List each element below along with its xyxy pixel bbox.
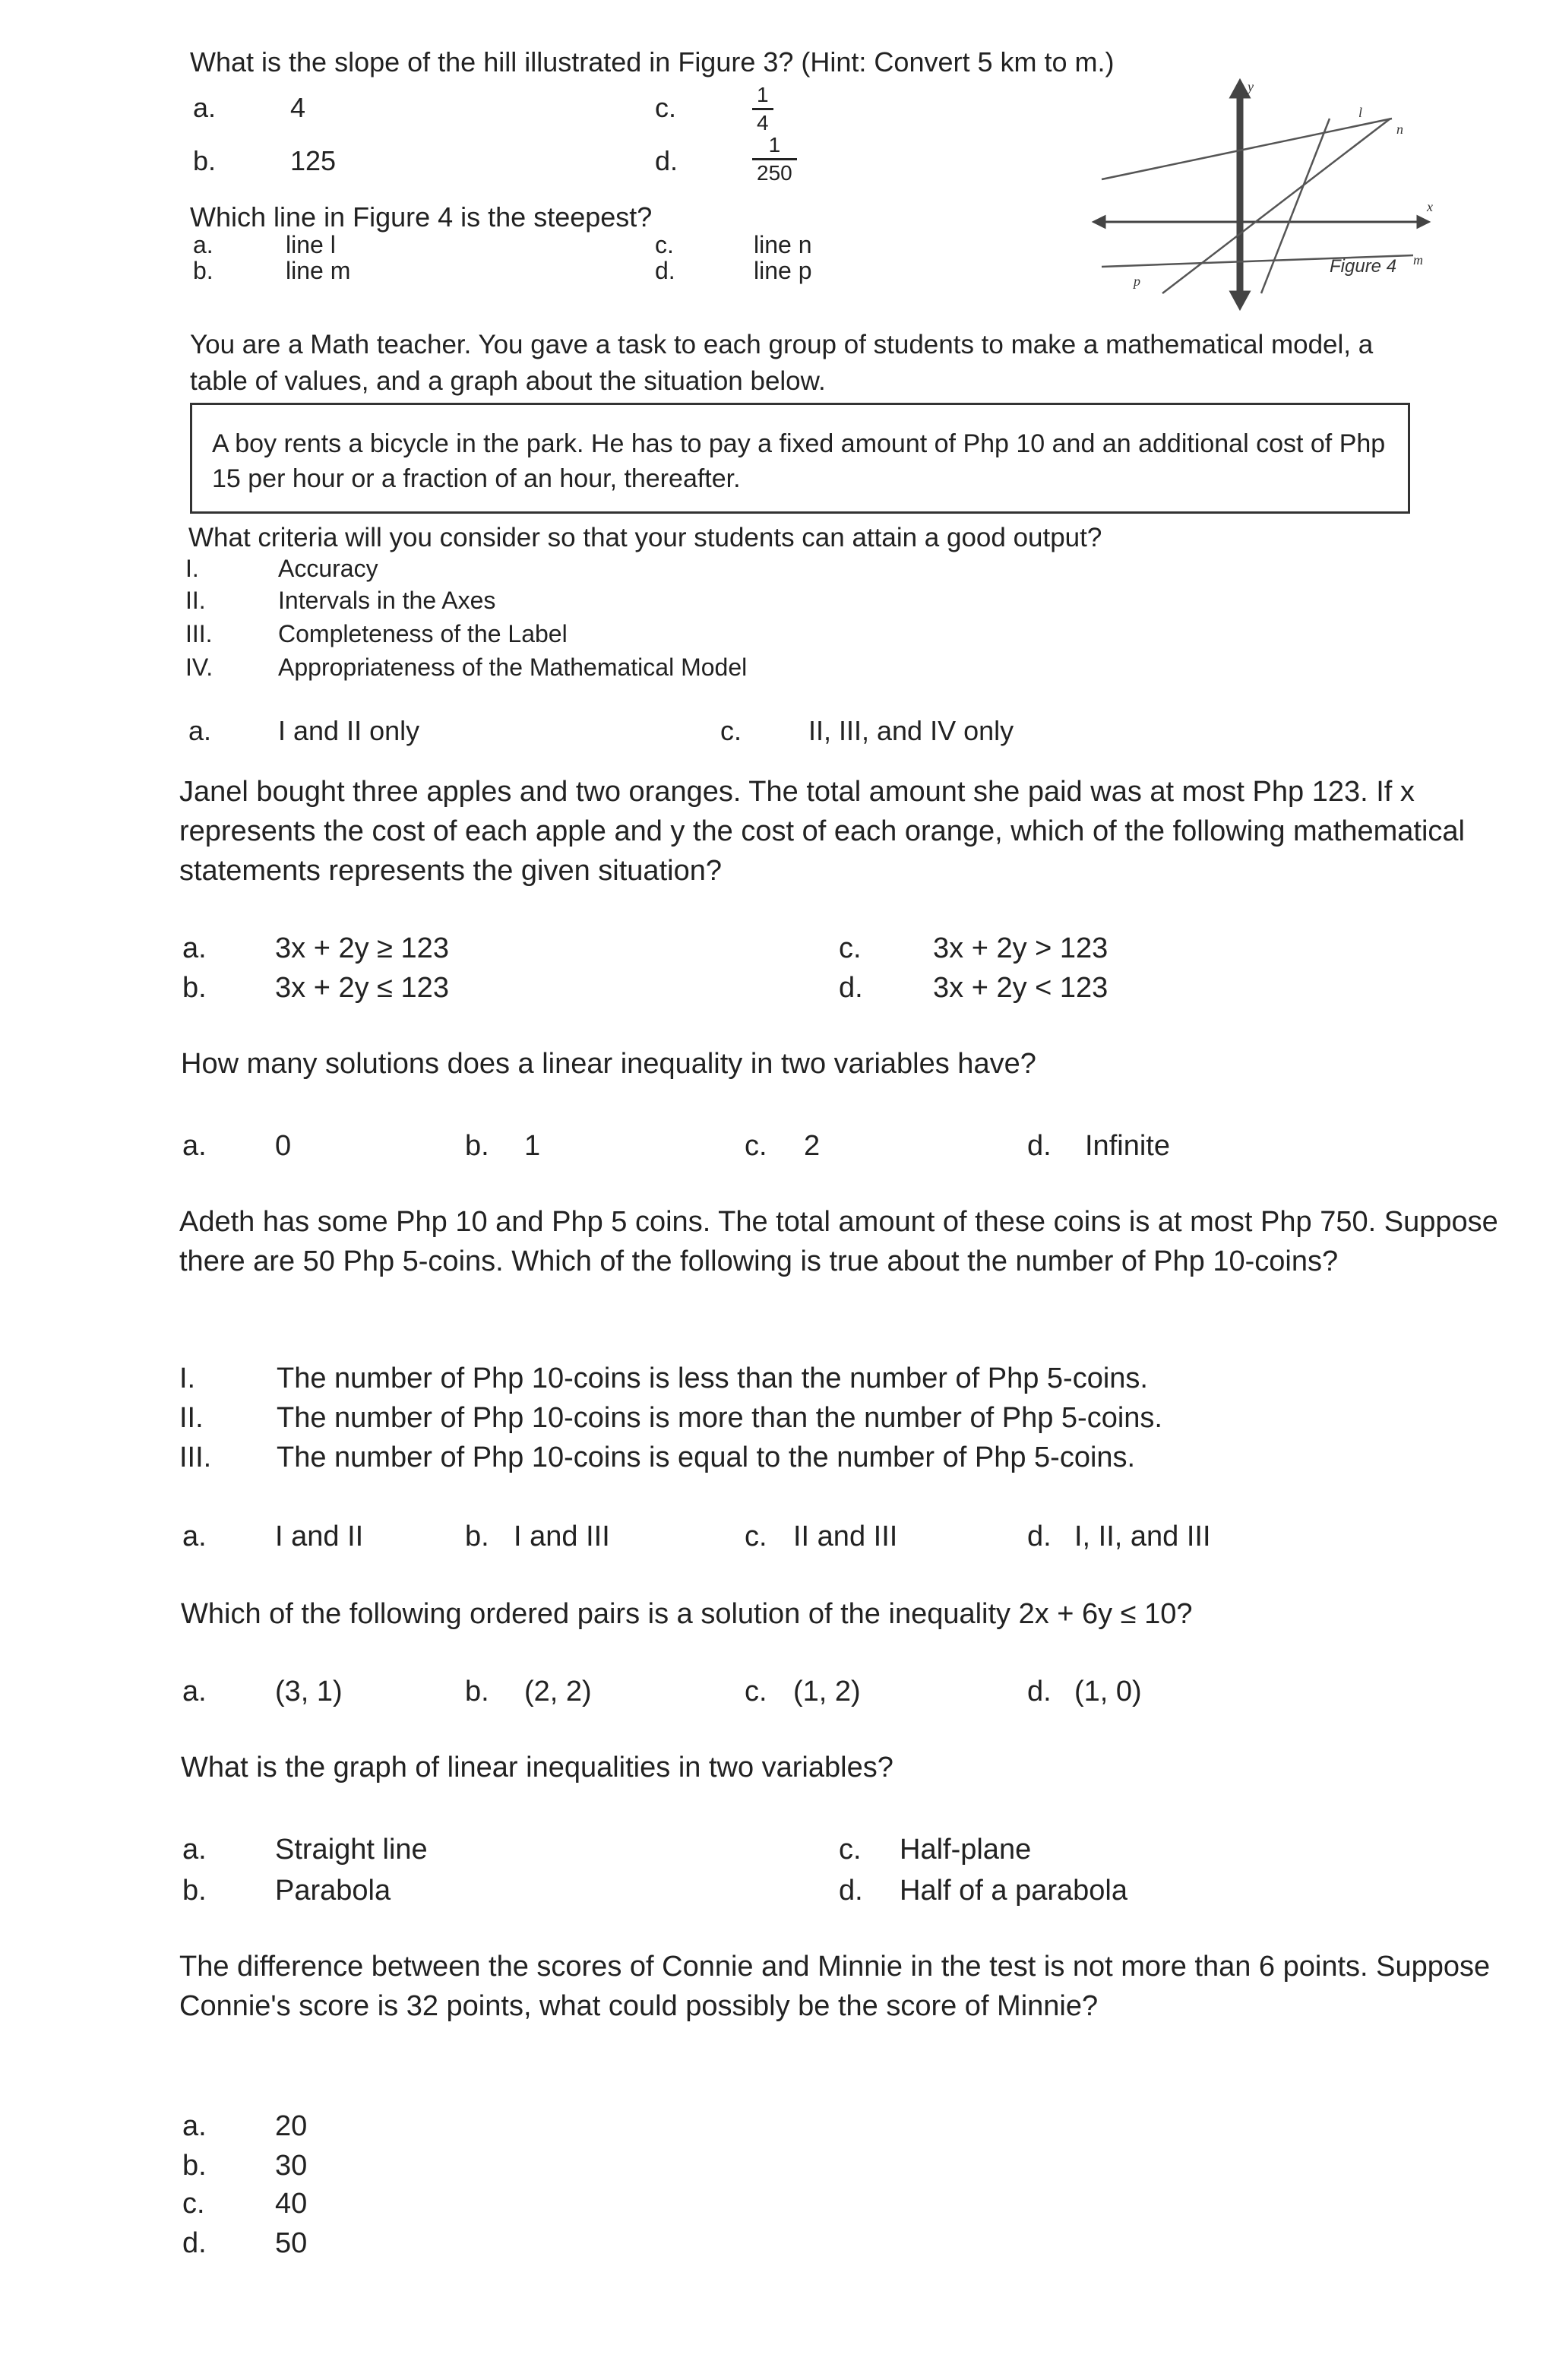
fraction-numerator: 1 <box>757 83 769 106</box>
choice-text: 0 <box>275 1130 292 1162</box>
choice-letter: a. <box>182 1676 207 1707</box>
teacher-intro: You are a Math teacher. You gave a task to each group of students to make a mathematical model, a table of values, and a graph about the situation below. <box>190 330 1374 396</box>
choice-letter: b. <box>193 145 217 176</box>
choice-text: 125 <box>290 145 337 176</box>
criteria-num: I. <box>185 555 199 582</box>
choice-letter: a. <box>182 2110 207 2142</box>
choice-text: 30 <box>275 2150 308 2182</box>
criteria-num: II. <box>185 587 206 614</box>
choice-letter: a. <box>193 231 213 258</box>
choice-letter: a. <box>188 715 212 746</box>
choice-text: II, III, and IV only <box>808 715 1014 746</box>
choice-letter: c. <box>745 1521 767 1552</box>
y-axis-arrow-down <box>1231 292 1249 309</box>
choice-letter: d. <box>655 145 678 176</box>
statement-num: II. <box>179 1402 204 1434</box>
choice-letter: d. <box>655 257 675 284</box>
choice-letter: b. <box>465 1521 489 1552</box>
choice-letter: d. <box>1027 1676 1052 1707</box>
choice-text: 2 <box>804 1130 821 1162</box>
choice-text: 1 <box>524 1130 541 1162</box>
choice-text: (2, 2) <box>524 1676 592 1707</box>
question-janel: Janel bought three apples and two oranges. The total amount she paid was at most Php 123. If x represents the cost of each apple and y the cost of each orange, which of the following mathematical statements represents the given situation? <box>179 776 1466 887</box>
x-axis-arrow-left <box>1094 217 1105 227</box>
choice-letter: c. <box>655 92 677 123</box>
statement-text: The number of Php 10-coins is less than the number of Php 5-coins. <box>277 1362 1148 1394</box>
choice-letter: b. <box>465 1130 489 1162</box>
choice-letter: b. <box>193 257 213 284</box>
line-label-p: p <box>1134 274 1140 289</box>
choice-text: 4 <box>290 92 306 123</box>
fraction-bar <box>752 158 797 160</box>
question-graph: What is the graph of linear inequalities in two variables? <box>181 1752 893 1783</box>
choice-text: line l <box>286 231 336 258</box>
x-axis-arrow-right <box>1418 217 1428 227</box>
question-steepest: Which line in Figure 4 is the steepest? <box>190 201 653 233</box>
criteria-num: III. <box>185 620 213 647</box>
fraction-numerator: 1 <box>768 133 781 157</box>
choice-text: I and III <box>514 1521 610 1552</box>
x-axis-label: x <box>1427 199 1433 214</box>
choice-text: Parabola <box>275 1875 391 1907</box>
choice-text: (1, 2) <box>793 1676 861 1707</box>
line-label-m: m <box>1413 252 1423 267</box>
choice-text: (1, 0) <box>1074 1676 1142 1707</box>
choice-text: Infinite <box>1085 1130 1170 1162</box>
choice-letter: a. <box>193 92 217 123</box>
choice-text: line n <box>754 231 812 258</box>
question-scores: The difference between the scores of Connie and Minnie in the test is not more than 6 points. Suppose Connie's score is 32 points, what could possibly be the score of Minnie? <box>179 1951 1491 2022</box>
line-p <box>1261 119 1330 293</box>
question-pairs: Which of the following ordered pairs is a solution of the inequality 2x + 6y ≤ 10? <box>181 1598 1193 1630</box>
statement-num: III. <box>179 1442 212 1473</box>
choice-text: 50 <box>275 2227 308 2259</box>
choice-text: line m <box>286 257 351 284</box>
figure-4-graph <box>1079 73 1459 316</box>
choice-letter: d. <box>182 2227 207 2259</box>
question-solutions: How many solutions does a linear inequality in two variables have? <box>181 1048 1036 1080</box>
line-label-l: l <box>1358 105 1363 120</box>
choice-text: 3x + 2y ≤ 123 <box>275 972 449 1004</box>
choice-text: II and III <box>793 1521 898 1552</box>
criteria-text: Intervals in the Axes <box>278 587 496 614</box>
statement-num: I. <box>179 1362 196 1394</box>
statement-text: The number of Php 10-coins is equal to the number of Php 5-coins. <box>277 1442 1136 1473</box>
choice-letter: b. <box>465 1676 489 1707</box>
choice-text: I and II <box>275 1521 364 1552</box>
situation-text: A boy rents a bicycle in the park. He has to pay a fixed amount of Php 10 and an additional cost of Php 15 per hour or a fraction of an hour, thereafter. <box>212 429 1386 493</box>
choice-text: I and II only <box>278 715 420 746</box>
y-axis-arrow-up <box>1231 81 1249 97</box>
choice-letter: b. <box>182 972 207 1004</box>
situation-box <box>190 403 1410 514</box>
line-l <box>1102 119 1392 179</box>
choice-letter: c. <box>182 2188 205 2220</box>
choice-letter: c. <box>839 932 862 964</box>
fraction-denominator: 250 <box>757 161 792 185</box>
line-label-n: n <box>1396 122 1403 137</box>
choice-text: 3x + 2y < 123 <box>933 972 1108 1004</box>
criteria-text: Appropriateness of the Mathematical Model <box>278 654 748 681</box>
choice-letter: c. <box>745 1130 767 1162</box>
choice-text: 40 <box>275 2188 308 2220</box>
choice-text: 3x + 2y > 123 <box>933 932 1108 964</box>
choice-letter: c. <box>839 1834 862 1866</box>
choice-letter: a. <box>182 1834 207 1866</box>
y-axis-label: y <box>1248 79 1254 94</box>
choice-text: 3x + 2y ≥ 123 <box>275 932 449 964</box>
criteria-text: Accuracy <box>278 555 378 582</box>
criteria-text: Completeness of the Label <box>278 620 568 647</box>
choice-letter: b. <box>182 2150 207 2182</box>
choice-text: line p <box>754 257 812 284</box>
choice-letter: c. <box>655 231 674 258</box>
fraction-choice-c <box>752 84 773 135</box>
question-adeth: Adeth has some Php 10 and Php 5 coins. The total amount of these coins is at most Php 750. Suppose there are 50 Php 5-coins. Which of the following is true about the number of Php 10-coins? <box>179 1206 1498 1277</box>
choice-text: Straight line <box>275 1834 428 1866</box>
choice-letter: a. <box>182 1130 207 1162</box>
choice-letter: d. <box>839 972 863 1004</box>
choice-letter: c. <box>720 715 742 746</box>
choice-text: I, II, and III <box>1074 1521 1211 1552</box>
choice-text: (3, 1) <box>275 1676 343 1707</box>
choice-letter: b. <box>182 1875 207 1907</box>
choice-text: Half of a parabola <box>900 1875 1127 1907</box>
choice-letter: a. <box>182 1521 207 1552</box>
choice-text: Half-plane <box>900 1834 1032 1866</box>
fraction-denominator: 4 <box>757 111 769 135</box>
statement-text: The number of Php 10-coins is more than the number of Php 5-coins. <box>277 1402 1162 1434</box>
choice-letter: d. <box>1027 1130 1052 1162</box>
choice-letter: a. <box>182 932 207 964</box>
fraction-bar <box>752 108 773 110</box>
choice-letter: d. <box>1027 1521 1052 1552</box>
figure-4-caption: Figure 4 <box>1330 256 1397 277</box>
choice-letter: d. <box>839 1875 863 1907</box>
criteria-question: What criteria will you consider so that your students can attain a good output? <box>188 523 1102 552</box>
fraction-choice-d <box>752 134 797 185</box>
criteria-num: IV. <box>185 654 213 681</box>
question-slope: What is the slope of the hill illustrated in Figure 3? (Hint: Convert 5 km to m.) <box>190 46 1115 78</box>
choice-letter: c. <box>745 1676 767 1707</box>
choice-text: 20 <box>275 2110 308 2142</box>
